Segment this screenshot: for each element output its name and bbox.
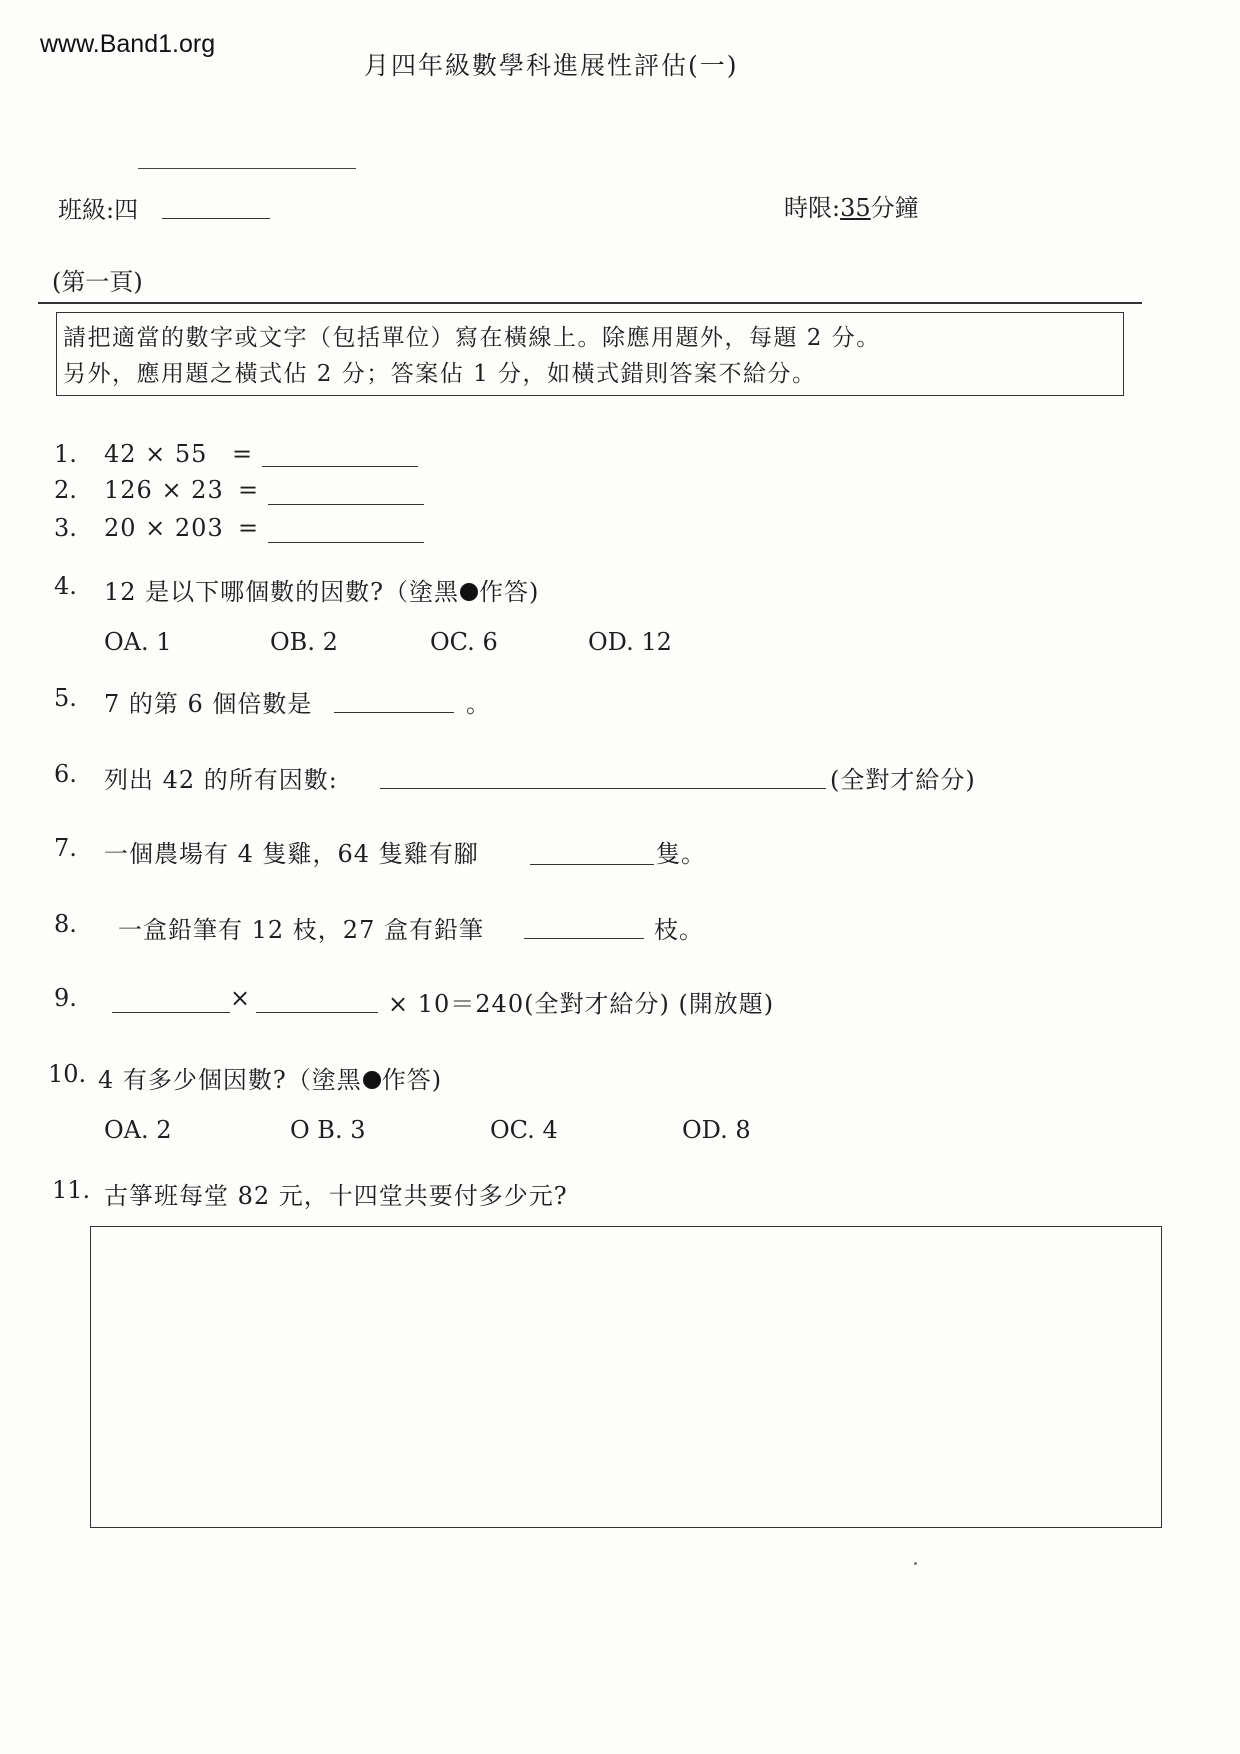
q10-option-c[interactable]: OC. 4 [490, 1116, 558, 1144]
q4-text-b: 作答) [479, 578, 540, 606]
q10-option-a[interactable]: OA. 2 [104, 1116, 172, 1144]
q11-text: 古箏班每堂 82 元，十四堂共要付多少元? [104, 1182, 568, 1210]
q8-answer-blank [524, 938, 644, 939]
q3-equals: = [238, 514, 260, 542]
q3-number: 3. [54, 514, 77, 542]
name-line [138, 168, 356, 169]
filled-circle-icon [460, 583, 478, 601]
instructions-line-1: 請把適當的數字或文字（包括單位）寫在橫線上。除應用題外，每題 2 分。 [63, 325, 881, 351]
time-limit [784, 188, 919, 223]
q4-number: 4. [54, 572, 77, 600]
q7-answer-blank [530, 864, 654, 865]
q5-end: 。 [466, 690, 491, 718]
q7-end: 隻。 [656, 840, 706, 868]
q11-answer-box[interactable] [90, 1226, 1162, 1528]
q4-text-a: 12 是以下哪個數的因數?（塗黑 [104, 578, 460, 606]
q9-number: 9. [54, 984, 77, 1012]
q6-answer-blank [380, 788, 826, 789]
q10-option-d[interactable]: OD. 8 [682, 1116, 751, 1144]
q9-times: × [230, 984, 252, 1012]
page-title: 月四年級數學科進展性評估(一) [364, 51, 739, 80]
q3-expression: 20 × 203 [104, 514, 224, 542]
q8-end: 枝。 [654, 916, 704, 944]
class-blank [162, 218, 270, 219]
q1-expression: 42 × 55 [104, 440, 208, 468]
q9-blank-2 [256, 1012, 378, 1013]
scan-speck [914, 1562, 917, 1565]
header-rule [38, 302, 1142, 304]
q4-option-a[interactable]: OA. 1 [104, 628, 172, 656]
q5-answer-blank [334, 712, 454, 713]
watermark: www.Band1.org [40, 30, 216, 58]
q3-answer-blank [268, 542, 424, 543]
q10-number: 10. [48, 1060, 87, 1088]
q6-text: 列出 42 的所有因數: [104, 766, 338, 794]
q4-question [104, 572, 539, 607]
q9-blank-1 [112, 1012, 230, 1013]
q6-note: (全對才給分) [830, 766, 976, 794]
q1-number: 1. [54, 440, 77, 468]
time-value: 35 [840, 194, 871, 222]
instructions-box [56, 312, 1124, 396]
q7-number: 7. [54, 834, 77, 862]
filled-circle-icon [363, 1071, 381, 1089]
instructions-line-2: 另外，應用題之橫式佔 2 分；答案佔 1 分，如橫式錯則答案不給分。 [63, 361, 817, 387]
q2-answer-blank [268, 504, 424, 505]
q1-answer-blank [262, 466, 418, 467]
q5-number: 5. [54, 684, 77, 712]
q8-text: 一盒鉛筆有 12 枝，27 盒有鉛筆 [118, 916, 484, 944]
q8-number: 8. [54, 910, 77, 938]
q6-number: 6. [54, 760, 77, 788]
time-label: 時限: [784, 194, 841, 222]
q10-question [98, 1060, 442, 1095]
q11-number: 11. [52, 1176, 91, 1204]
q10-text-a: 4 有多少個因數?（塗黑 [98, 1066, 362, 1094]
q10-option-b[interactable]: O B. 3 [290, 1116, 366, 1144]
q2-equals: = [238, 476, 260, 504]
class-label: 班級:四 [58, 196, 139, 224]
time-unit: 分鐘 [870, 194, 919, 222]
page-label: (第一頁) [52, 268, 143, 296]
q4-option-b[interactable]: OB. 2 [270, 628, 338, 656]
q4-option-c[interactable]: OC. 6 [430, 628, 498, 656]
q4-option-d[interactable]: OD. 12 [588, 628, 672, 656]
q2-expression: 126 × 23 [104, 476, 224, 504]
q10-text-b: 作答) [381, 1066, 443, 1094]
q9-tail: × 10＝240(全對才給分) (開放題) [388, 990, 775, 1018]
q7-text: 一個農場有 4 隻雞，64 隻雞有腳 [104, 840, 479, 868]
q1-equals: = [232, 440, 254, 468]
q2-number: 2. [54, 476, 77, 504]
q5-text: 7 的第 6 個倍數是 [104, 690, 313, 718]
